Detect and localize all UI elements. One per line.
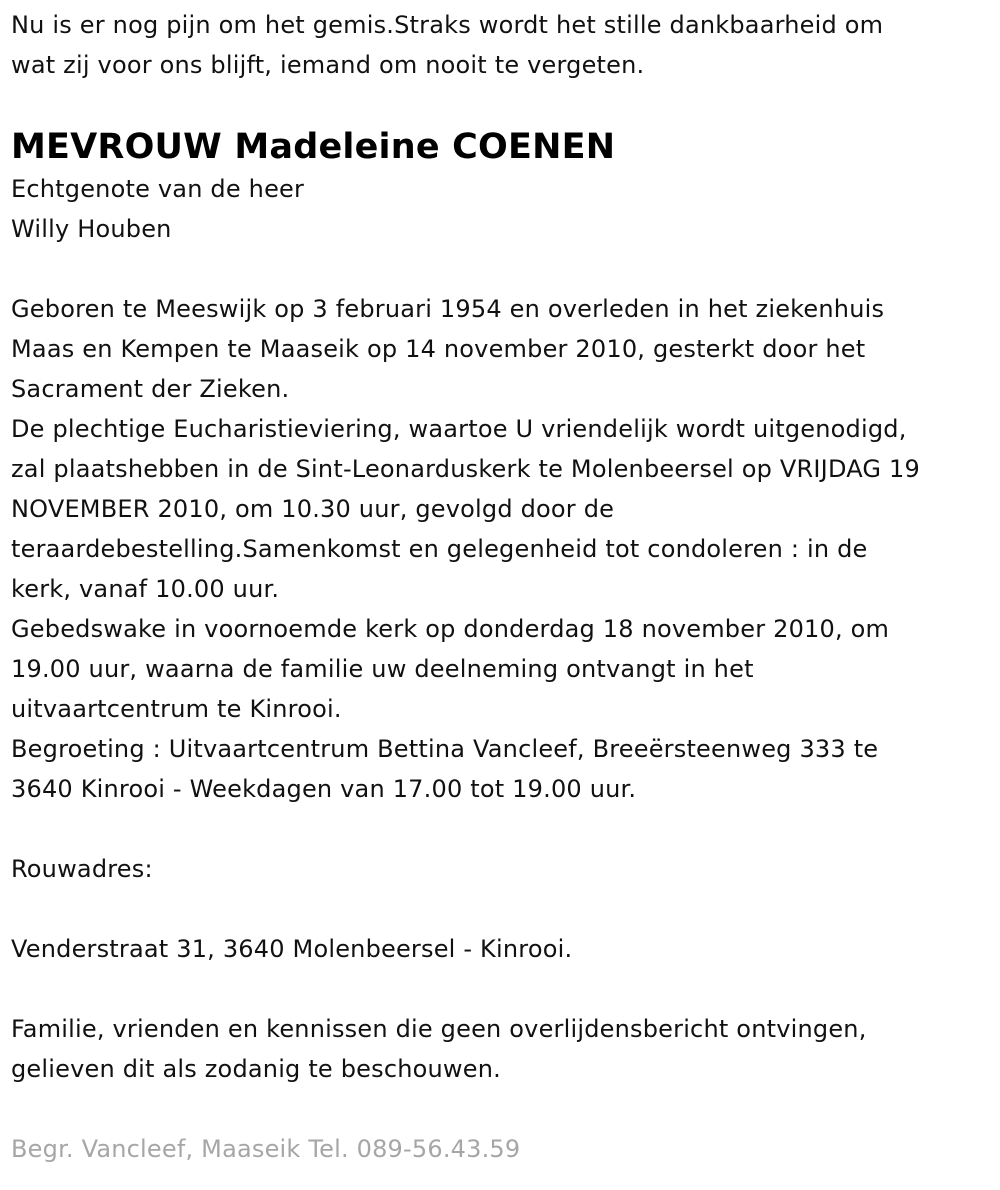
address: Venderstraat 31, 3640 Molenbeersel - Kinrooi.	[11, 935, 573, 963]
deceased-name: MEVROUW Madeleine COENEN	[11, 127, 616, 167]
body-text	[11, 289, 1000, 809]
body-line: Geboren te Meeswijk op 3 februari 1954 en overleden in het ziekenhuis	[11, 295, 885, 323]
intro-line: wat zij voor ons blijft, iemand om nooit te vergeten.	[11, 51, 645, 79]
spouse-line: Echtgenote van de heer	[11, 175, 305, 203]
body-line: 19.00 uur, waarna de familie uw deelneming ontvangt in het	[11, 655, 754, 683]
body-line: Gebedswake in voornoemde kerk op donderdag 18 november 2010, om	[11, 615, 890, 643]
address-label: Rouwadres:	[11, 855, 153, 883]
body-line: zal plaatshebben in de Sint-Leonarduskerk te Molenbeersel op VRIJDAG 19	[11, 455, 920, 483]
body-line: 3640 Kinrooi - Weekdagen van 17.00 tot 19.00 uur.	[11, 775, 637, 803]
body-line: Begroeting : Uitvaartcentrum Bettina Vancleef, Breeërsteenweg 333 te	[11, 735, 879, 763]
notice-line: gelieven dit als zodanig te beschouwen.	[11, 1055, 501, 1083]
intro-line: Nu is er nog pijn om het gemis.Straks wordt het stille dankbaarheid om	[11, 11, 884, 39]
spouse-name: Willy Houben	[11, 215, 172, 243]
funeral-home-footer: Begr. Vancleef, Maaseik Tel. 089-56.43.59	[11, 1135, 521, 1163]
body-line: Sacrament der Zieken.	[11, 375, 290, 403]
body-line: uitvaartcentrum te Kinrooi.	[11, 695, 342, 723]
notice-line: Familie, vrienden en kennissen die geen overlijdensbericht ontvingen,	[11, 1015, 867, 1043]
body-line: Maas en Kempen te Maaseik op 14 november 2010, gesterkt door het	[11, 335, 866, 363]
body-line: teraardebestelling.Samenkomst en gelegenheid tot condoleren : in de	[11, 535, 868, 563]
body-line: kerk, vanaf 10.00 uur.	[11, 575, 280, 603]
body-line: NOVEMBER 2010, om 10.30 uur, gevolgd door de	[11, 495, 615, 523]
body-line: De plechtige Eucharistieviering, waartoe U vriendelijk wordt uitgenodigd,	[11, 415, 907, 443]
